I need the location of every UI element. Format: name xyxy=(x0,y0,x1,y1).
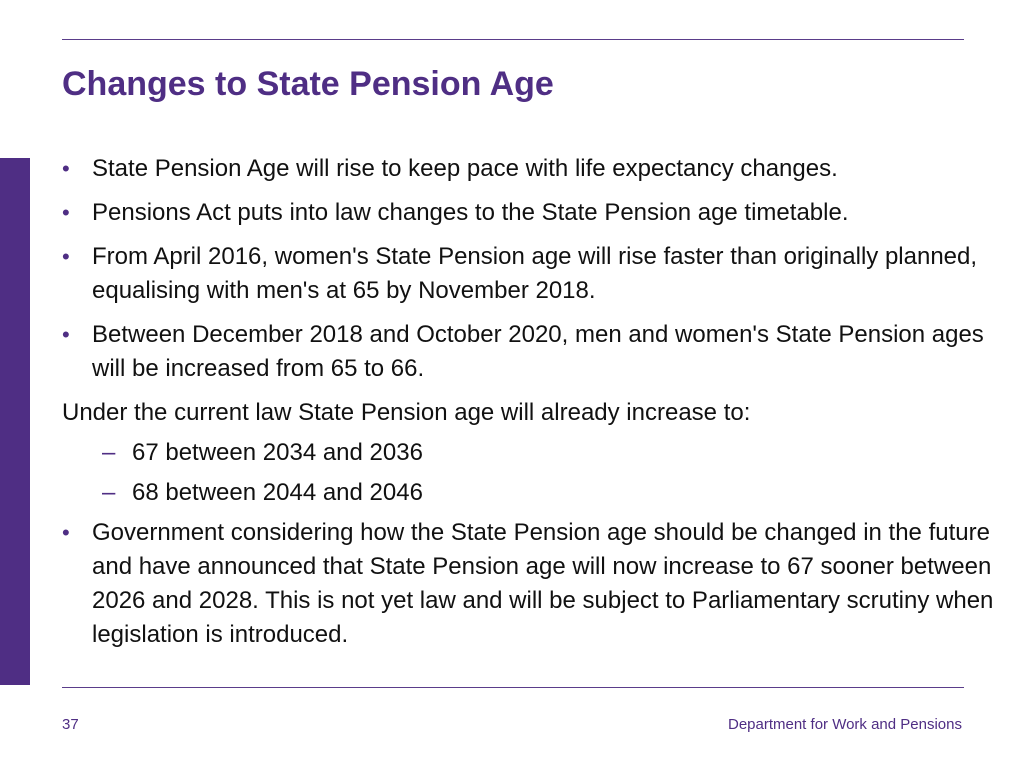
bottom-rule xyxy=(62,687,964,688)
sub-item-text: 68 between 2044 and 2046 xyxy=(132,479,423,506)
bullet-item-4 xyxy=(62,318,1012,386)
bullet-marker: • xyxy=(62,520,70,545)
bullet-marker: • xyxy=(62,156,70,181)
bullet-item-5 xyxy=(62,516,1012,652)
bullet-text: Government considering how the State Pension age should be changed in the future and have announced that State Pension age will now increase to 67 sooner between 2026 and 2028. This is not yet law and will be subject to Parliamentary scrutiny when legislation is introduced. xyxy=(92,519,994,648)
bullet-item-2 xyxy=(62,196,1012,230)
department-name: Department for Work and Pensions xyxy=(727,716,962,733)
page-number: 37 xyxy=(62,716,79,733)
bullet-item-1 xyxy=(62,152,1012,186)
sub-item-1 xyxy=(62,436,1012,470)
slide-content xyxy=(62,152,1012,662)
bullet-marker: • xyxy=(62,322,70,347)
bullet-text: State Pension Age will rise to keep pace with life expectancy changes. xyxy=(92,155,838,182)
slide-title: Changes to State Pension Age xyxy=(62,65,554,103)
bullet-text: Pensions Act puts into law changes to the State Pension age timetable. xyxy=(92,199,849,226)
dash-marker: – xyxy=(102,479,116,506)
plain-text-line: Under the current law State Pension age will already increase to: xyxy=(62,399,751,426)
bullet-text: From April 2016, women's State Pension age will rise faster than originally planned, equalising with men's at 65 by November 2018. xyxy=(92,243,978,304)
bullet-text: Between December 2018 and October 2020, men and women's State Pension ages will be increased from 65 to 66. xyxy=(92,321,984,382)
sub-item-text: 67 between 2034 and 2036 xyxy=(132,439,423,466)
top-rule xyxy=(62,39,964,40)
sub-item-2 xyxy=(62,476,1012,510)
bullet-item-3 xyxy=(62,240,1012,308)
bullet-marker: • xyxy=(62,244,70,269)
bullet-marker: • xyxy=(62,200,70,225)
dash-marker: – xyxy=(102,439,116,466)
side-accent-bar xyxy=(0,158,30,685)
